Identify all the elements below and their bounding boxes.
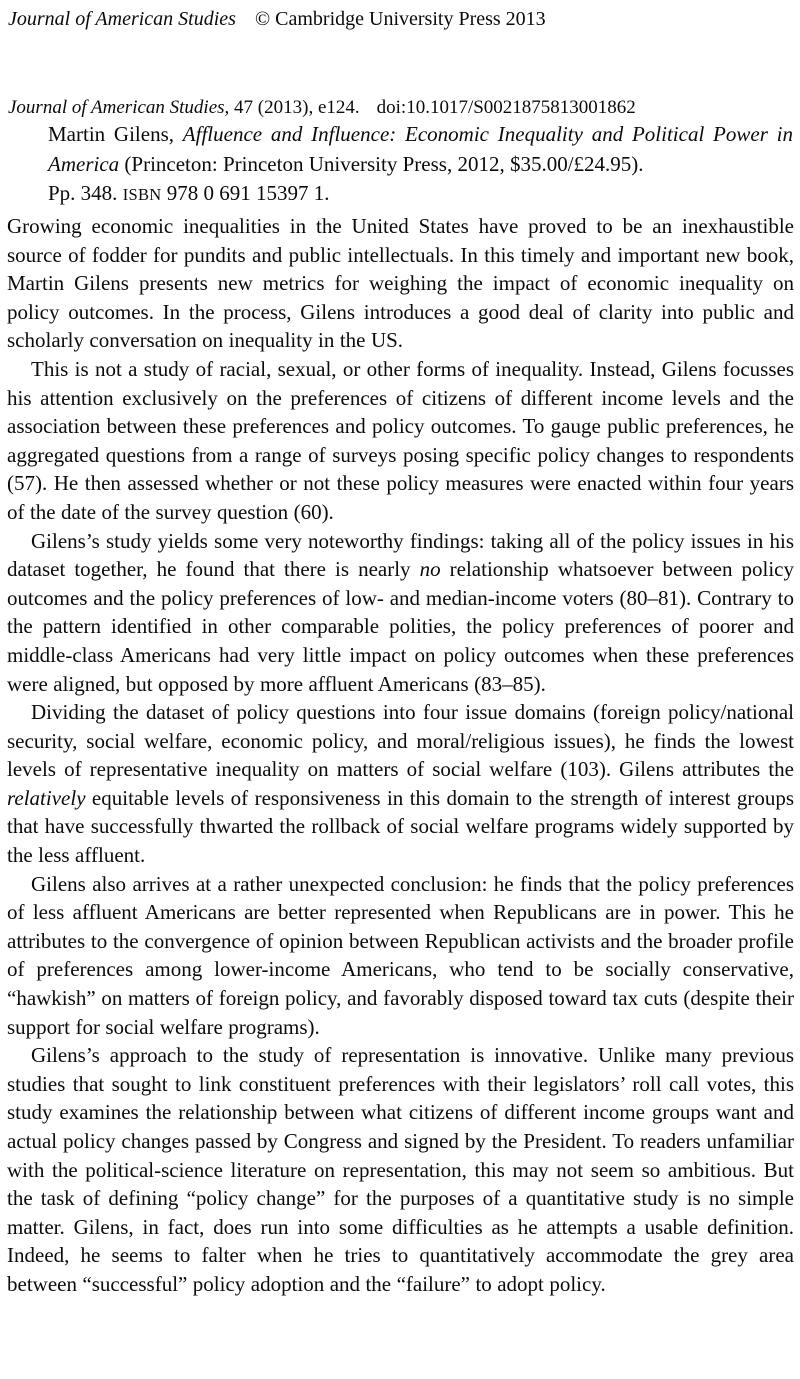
running-head xyxy=(8,6,792,32)
para-1: Growing economic inequalities in the United States have proved to be an inexhaustible source of fodder for pundits and public intellectuals. In this timely and important new book, Martin Gilens presents new metrics for weighing the impact of economic inequality on policy outcomes. In the process, Gilens introduces a good deal of clarity into public and scholarly conversation on inequality in the US. xyxy=(7,214,794,353)
book-title: Affluence and Influence: Economic Inequality and Political Power in America xyxy=(48,122,793,176)
para-6: Gilens’s approach to the study of representation is innovative. Unlike many previous studies that sought to link constituent preferences with their legislators’ roll call votes, this study examines the relationship between what citizens of different income groups want and actual policy changes passed by Congress and signed by the President. To readers unfamiliar with the political-science literature on representation, this may not seem so ambitious. But the task of defining “policy change” for the purposes of a quantitative study is no simple matter. Gilens, in fact, does run into some difficulties as he attempts a usable definition. Indeed, he seems to falter when he tries to quantitatively accommodate the grey area between “successful” policy adoption and the “failure” to adopt policy. xyxy=(7,1043,794,1296)
review-body xyxy=(7,212,794,1299)
para-3: Gilens’s study yields some very noteworthy findings: taking all of the policy issues in his dataset together, he found that there is nearly no relationship whatsoever between policy outcomes and the policy preferences of low- and median-income voters (80–81). Contrary to the pattern identified in other comparable polities, the policy preferences of poorer and middle-class Americans had very little impact on policy outcomes when these preferences were aligned, but opposed by more affluent Americans (83–85). xyxy=(7,528,794,696)
citation-doi: doi:10.1017/S0021875813001862 xyxy=(376,97,636,118)
book-author: Martin Gilens, xyxy=(48,122,183,146)
citation-line xyxy=(8,95,792,120)
book-pages-isbn-line xyxy=(48,179,793,210)
para-5: Gilens also arrives at a rather unexpected conclusion: he finds that the policy preferences of less affluent Americans are better represented when Republicans are in power. This he attributes to the convergence of opinion between Republican activists and the broader profile of preferences among lower-income Americans, who tend to be socially conservative, “hawkish” on matters of foreign policy, and favorably disposed toward tax cuts (despite their support for social welfare programs). xyxy=(7,871,794,1039)
running-head-copyright: © Cambridge University Press 2013 xyxy=(254,8,546,30)
book-page-count: Pp. 348. xyxy=(48,181,123,205)
book-heading-block xyxy=(48,120,793,210)
citation-volume-issue: , 47 (2013), e124. xyxy=(224,97,360,118)
isbn-value: 978 0 691 15397 1. xyxy=(161,181,330,205)
running-head-journal-name: Journal of American Studies xyxy=(8,8,236,30)
emphasis-text: no xyxy=(419,557,441,582)
isbn-label: ISBN xyxy=(122,185,162,204)
para-4: Dividing the dataset of policy questions into four issue domains (foreign policy/national security, social welfare, economic policy, and moral/religious issues), he finds the lowest levels of representative inequality on matters of social welfare (103). Gilens attributes the relatively equitable levels of responsiveness in this domain to the strength of interest groups that have successfully thwarted the rollback of social welfare programs widely supported by the less affluent. xyxy=(7,700,794,868)
citation-journal-name: Journal of American Studies xyxy=(8,97,225,118)
emphasis-text: relatively xyxy=(7,785,86,810)
para-2: This is not a study of racial, sexual, or other forms of inequality. Instead, Gilens focusses his attention exclusively on the preferences of citizens of different income levels and the association between these preferences and policy outcomes. To gauge public preferences, he aggregated questions from a range of surveys posing specific policy changes to respondents (57). He then assessed whether or not these policy measures were enacted within four years of the date of the survey question (60). xyxy=(7,356,794,524)
book-publication-details: (Princeton: Princeton University Press, 2012, $35.00/£24.95). xyxy=(119,151,644,176)
